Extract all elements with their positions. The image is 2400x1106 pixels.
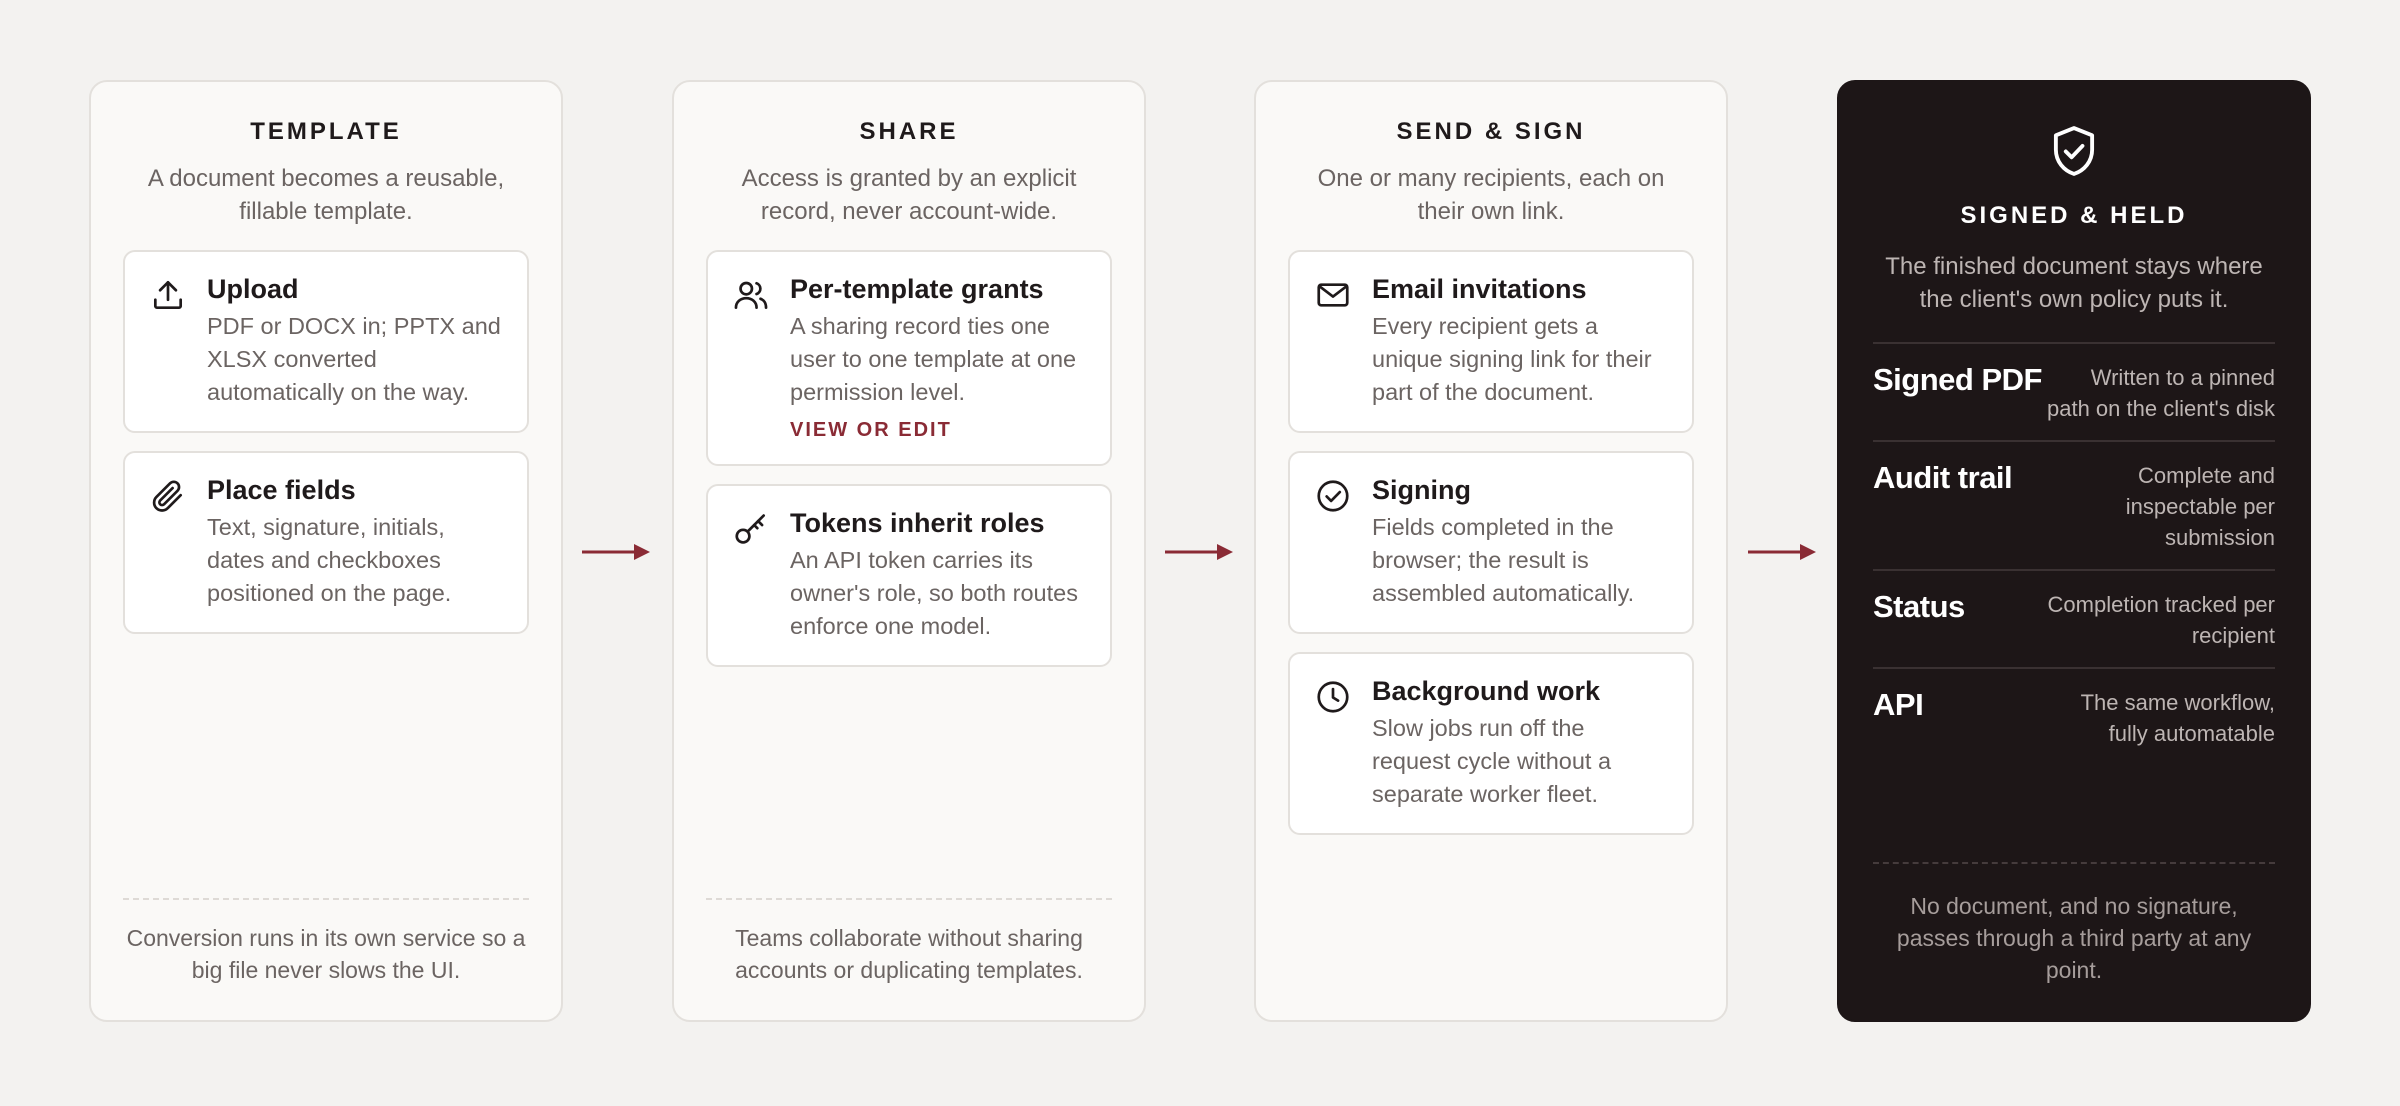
clock-icon	[1314, 678, 1352, 716]
card-body: A sharing record ties one user to one template at one permission level.	[790, 313, 1077, 405]
column-description: Access is granted by an explicit record, never account-wide.	[741, 165, 1077, 225]
column-description: A document becomes a reusable, fillable template.	[147, 165, 505, 225]
upload-icon	[149, 276, 187, 314]
card-tokens-inherit-roles	[706, 484, 1112, 667]
output-list	[1873, 342, 2275, 765]
permission-tag: VIEW OR EDIT	[790, 419, 952, 441]
output-value: The same workflow, fully automatable	[2080, 690, 2275, 746]
card-body: Every recipient gets a unique signing link for their part of the document.	[1372, 313, 1652, 405]
output-row-signed-pdf	[1873, 342, 2275, 440]
output-value: Complete and inspectable per submission	[2125, 463, 2275, 550]
card-title: Background work	[1372, 676, 1601, 706]
column-description: One or many recipients, each on their own link.	[1317, 165, 1665, 225]
card-place-fields	[123, 451, 529, 634]
column-footer: Teams collaborate without sharing accounts or duplicating templates.	[706, 898, 1112, 986]
card-title: Upload	[207, 274, 299, 304]
card-per-template-grants	[706, 250, 1112, 466]
card-title: Email invitations	[1372, 274, 1587, 304]
output-row-api	[1873, 667, 2275, 765]
output-row-status	[1873, 569, 2275, 667]
output-value: Written to a pinned path on the client's disk	[2046, 365, 2275, 421]
flow-arrow	[1163, 540, 1235, 564]
users-icon	[732, 276, 770, 314]
card-body: Text, signature, initials, dates and checkboxes positioned on the page.	[207, 514, 452, 606]
card-title: Place fields	[207, 475, 356, 505]
card-body: An API token carries its owner's role, so both routes enforce one model.	[790, 547, 1078, 639]
card-signing	[1288, 451, 1694, 634]
output-key: Audit trail	[1873, 460, 2013, 495]
output-row-audit-trail	[1873, 440, 2275, 569]
column-footer: Conversion runs in its own service so a big file never slows the UI.	[123, 898, 529, 986]
column-title: SEND & SIGN	[1396, 118, 1586, 145]
output-key: Signed PDF	[1873, 362, 2042, 397]
card-body: PDF or DOCX in; PPTX and XLSX converted automatically on the way.	[207, 313, 501, 405]
card-title: Signing	[1372, 475, 1471, 505]
column-title: TEMPLATE	[250, 118, 402, 145]
card-email-invitations	[1288, 250, 1694, 433]
column-template	[89, 80, 563, 1022]
card-body: Slow jobs run off the request cycle without a separate worker fleet.	[1372, 715, 1612, 807]
card-title: Tokens inherit roles	[790, 508, 1045, 538]
card-background-work	[1288, 652, 1694, 835]
column-share	[672, 80, 1146, 1022]
column-description: The finished document stays where the client's own policy puts it.	[1885, 253, 2263, 313]
column-send-and-sign	[1254, 80, 1728, 1022]
column-signed-and-held	[1837, 80, 2311, 1022]
check-circle-icon	[1314, 477, 1352, 515]
column-title: SIGNED & HELD	[1960, 202, 2188, 229]
flow-arrow	[580, 540, 652, 564]
output-key: Status	[1873, 589, 1965, 624]
output-value: Completion tracked per recipient	[2047, 592, 2275, 648]
paperclip-icon	[149, 477, 187, 515]
shield-check-icon	[2045, 122, 2103, 180]
card-title: Per-template grants	[790, 274, 1044, 304]
card-upload	[123, 250, 529, 433]
card-body: Fields completed in the browser; the result is assembled automatically.	[1372, 514, 1635, 606]
key-icon	[732, 510, 770, 548]
column-footer: No document, and no signature, passes through a third party at any point.	[1873, 862, 2275, 986]
column-title: SHARE	[859, 118, 959, 145]
flow-arrow	[1746, 540, 1818, 564]
output-key: API	[1873, 687, 1924, 722]
mail-icon	[1314, 276, 1352, 314]
